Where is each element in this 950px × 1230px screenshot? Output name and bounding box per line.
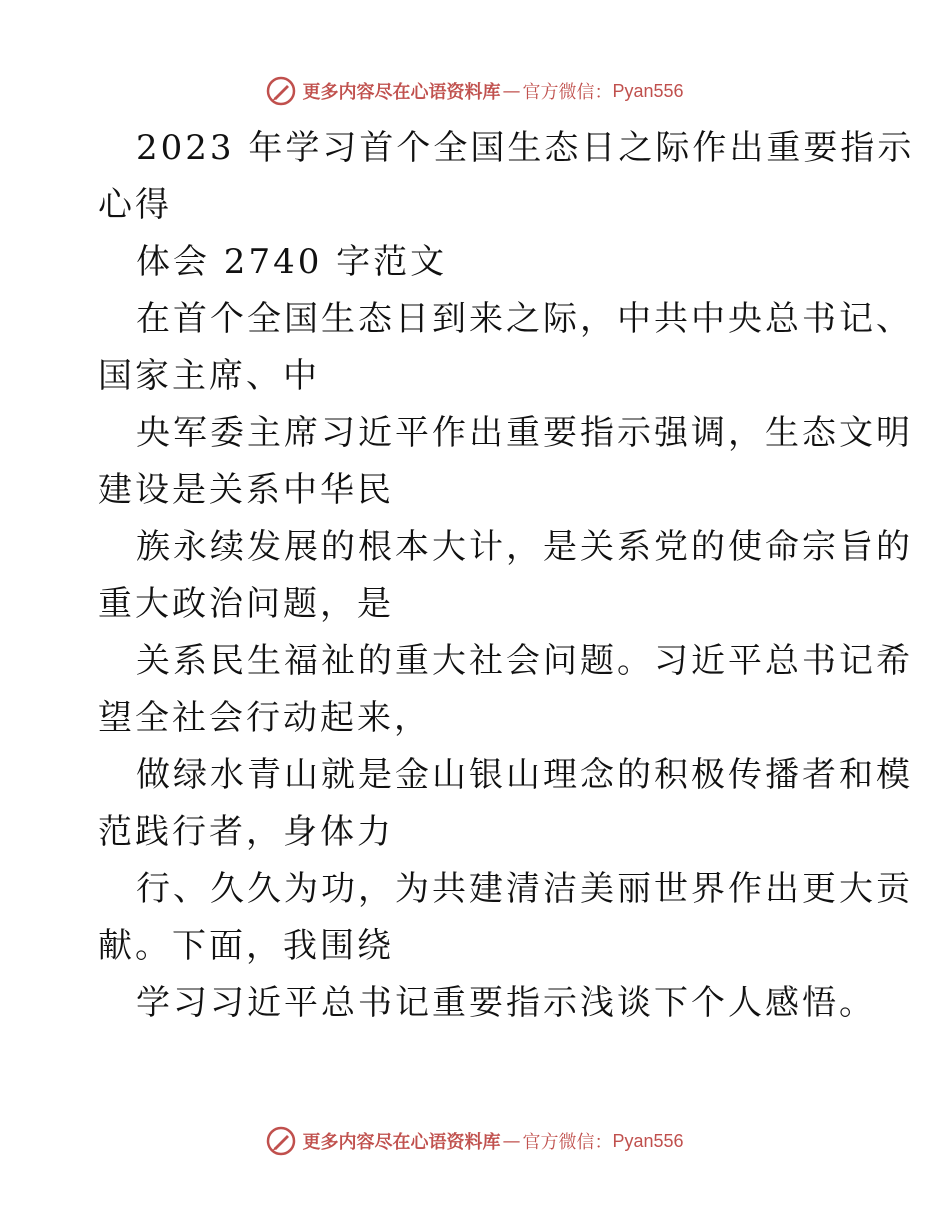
watermark-separator: — [502,1130,521,1152]
watermark-wechat-label: 官方微信： [522,1132,613,1153]
paragraph-line: 做绿水青山就是金山银山理念的积极传播者和模 [136,755,913,795]
paragraph-line: 行、久久为功，为共建清洁美丽世界作出更大贡 [136,869,913,909]
title-line-1: 2023 年学习首个全国生态日之际作出重要指示 [136,128,915,168]
watermark-main-text: 更多内容尽在心语资料库 [302,82,501,103]
paragraph-line: 央军委主席习近平作出重要指示强调，生态文明 [136,413,913,453]
watermark-wechat-id: Pyan556 [612,1130,684,1151]
footer-watermark [0,1124,950,1158]
watermark-separator: — [502,80,521,102]
header-watermark [0,74,950,108]
quill-logo-icon [266,76,296,106]
paragraph-line: 学习习近平总书记重要指示浅谈下个人感悟。 [136,983,876,1023]
document-body [98,120,915,1032]
quill-logo-icon [266,1126,296,1156]
paragraph-line: 献。下面，我围绕 [98,926,394,966]
paragraph-line: 在首个全国生态日到来之际，中共中央总书记、 [136,299,913,339]
watermark-wechat-id: Pyan556 [612,80,684,101]
paragraph-line: 关系民生福祉的重大社会问题。习近平总书记希 [136,641,913,681]
title-line-2: 心得 [98,185,172,225]
title-line-3: 体会 2740 字范文 [136,242,448,282]
paragraph-line: 建设是关系中华民 [98,470,394,510]
paragraph-line: 族永续发展的根本大计，是关系党的使命宗旨的 [136,527,913,567]
paragraph-line: 望全社会行动起来， [98,698,431,738]
paragraph-line: 国家主席、中 [98,356,320,396]
paragraph-line: 重大政治问题，是 [98,584,394,624]
watermark-wechat-label: 官方微信： [522,82,613,103]
paragraph-line: 范践行者，身体力 [98,812,394,852]
watermark-main-text: 更多内容尽在心语资料库 [302,1132,501,1153]
